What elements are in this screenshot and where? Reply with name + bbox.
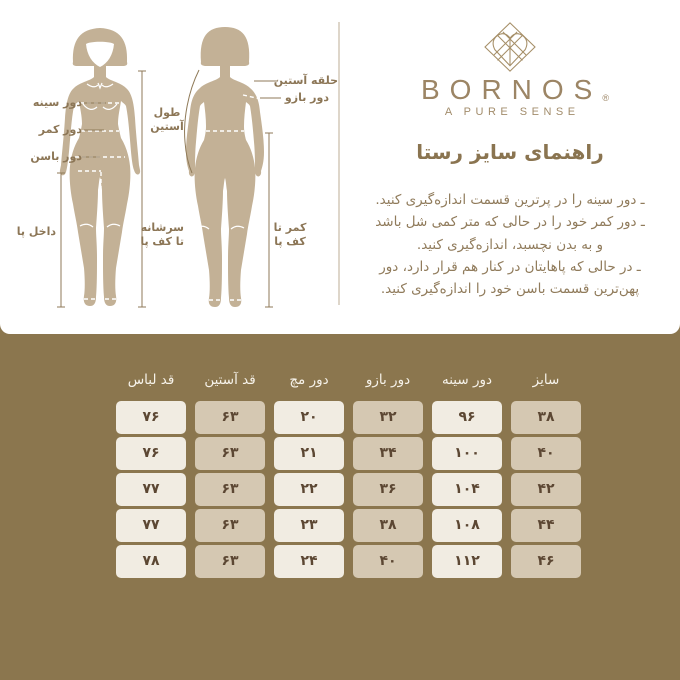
armhole-label: حلقه آستین xyxy=(273,74,338,87)
size-cell: ۳۶ xyxy=(353,473,423,506)
back-figure-silhouette xyxy=(186,63,264,307)
size-cell: ۲۴ xyxy=(274,545,344,578)
size-cell: ۲۲ xyxy=(274,473,344,506)
hip-label: دور باسن xyxy=(30,150,82,163)
size-cell: ۶۳ xyxy=(195,545,265,578)
measuring-instructions xyxy=(340,189,680,300)
column-header: سایز xyxy=(532,372,560,388)
size-cell: ۳۸ xyxy=(511,401,581,434)
shoulder-sole-measure-line xyxy=(138,71,146,307)
size-cell: ۴۰ xyxy=(511,437,581,470)
brand-logo-icon xyxy=(483,22,537,72)
inseam-measure-line xyxy=(57,173,65,307)
brand-tagline: A PURE SENSE xyxy=(444,106,580,118)
sleeve-length-line2: آستین xyxy=(150,120,184,133)
waist-label: دور کمر xyxy=(38,123,82,136)
armhole-dash-arc xyxy=(250,73,254,90)
size-cell: ۱۱۲ xyxy=(432,545,502,578)
size-cell: ۲۳ xyxy=(274,509,344,542)
bottom-section xyxy=(0,334,680,680)
size-cell: ۱۰۸ xyxy=(432,509,502,542)
sleeve-length-label xyxy=(150,106,184,134)
brand-name: BORNOS xyxy=(421,74,603,105)
size-cell: ۶۳ xyxy=(195,473,265,506)
size-table-column xyxy=(274,370,344,578)
size-cell: ۶۳ xyxy=(195,509,265,542)
size-table-column xyxy=(195,370,265,578)
size-cell: ۲۰ xyxy=(274,401,344,434)
size-cell: ۳۲ xyxy=(353,401,423,434)
size-cell: ۴۲ xyxy=(511,473,581,506)
size-cell: ۶۳ xyxy=(195,401,265,434)
sleeve-length-line1: طول xyxy=(153,106,181,119)
arm-label: دور بازو xyxy=(284,91,329,104)
instruction-line: ـ در حالی که پاهایتان در کنار هم قرار دارد، دور xyxy=(379,258,641,275)
size-cell: ۷۸ xyxy=(116,545,186,578)
size-cell: ۷۷ xyxy=(116,509,186,542)
size-cell: ۲۱ xyxy=(274,437,344,470)
size-cell: ۶۳ xyxy=(195,437,265,470)
inseam-label: داخل پا xyxy=(16,225,56,238)
shoulder-to-sole-label xyxy=(140,221,184,249)
size-table-column xyxy=(432,370,502,578)
instruction-line: و به بدن نچسبد، اندازه‌گیری کنید. xyxy=(416,236,604,253)
shoulder-to-sole-line1: سرشانه xyxy=(140,221,184,234)
instruction-line: ـ دور کمر خود را در حالی که متر کمی شل باشد xyxy=(375,214,645,231)
size-table-column xyxy=(511,370,581,578)
size-cell: ۱۰۰ xyxy=(432,437,502,470)
page-title: راهنمای سایز رستا xyxy=(416,140,604,164)
waist-to-sole-line1: کمر تا xyxy=(273,221,307,234)
column-header: قد لباس xyxy=(127,372,175,388)
size-table-column xyxy=(353,370,423,578)
waist-sole-measure-line xyxy=(265,133,273,307)
measurement-diagram xyxy=(0,0,345,334)
column-header: دور سینه xyxy=(441,372,493,388)
instruction-line: پهن‌ترین قسمت باسن خود را اندازه‌گیری کنید. xyxy=(380,281,640,298)
size-cell: ۱۰۴ xyxy=(432,473,502,506)
size-cell: ۳۴ xyxy=(353,437,423,470)
size-table-column xyxy=(116,370,186,578)
size-cell: ۴۴ xyxy=(511,509,581,542)
size-cell: ۴۰ xyxy=(353,545,423,578)
registered-mark: ® xyxy=(602,93,609,103)
waist-to-sole-label xyxy=(273,221,307,249)
size-cell: ۴۶ xyxy=(511,545,581,578)
shoulder-to-sole-line2: تا کف پا xyxy=(140,235,184,248)
column-header: قد آستین xyxy=(204,372,256,388)
size-cell: ۷۷ xyxy=(116,473,186,506)
top-section xyxy=(0,0,680,334)
body-figures-illustration xyxy=(0,0,345,334)
brand-wordmark xyxy=(340,74,680,106)
size-cell: ۳۸ xyxy=(353,509,423,542)
column-header: دور مچ xyxy=(289,372,329,388)
size-table xyxy=(115,370,581,578)
column-header: دور بازو xyxy=(365,372,411,388)
back-figure-hair xyxy=(201,27,250,66)
size-cell: ۷۶ xyxy=(116,401,186,434)
brand-area xyxy=(340,0,680,334)
instruction-line: ـ دور سینه را در پرترین قسمت اندازه‌گیری کنید. xyxy=(375,192,645,208)
size-cell: ۹۶ xyxy=(432,401,502,434)
waist-to-sole-line2: کف پا xyxy=(274,235,306,248)
chest-label: دور سینه xyxy=(32,96,82,109)
size-cell: ۷۶ xyxy=(116,437,186,470)
